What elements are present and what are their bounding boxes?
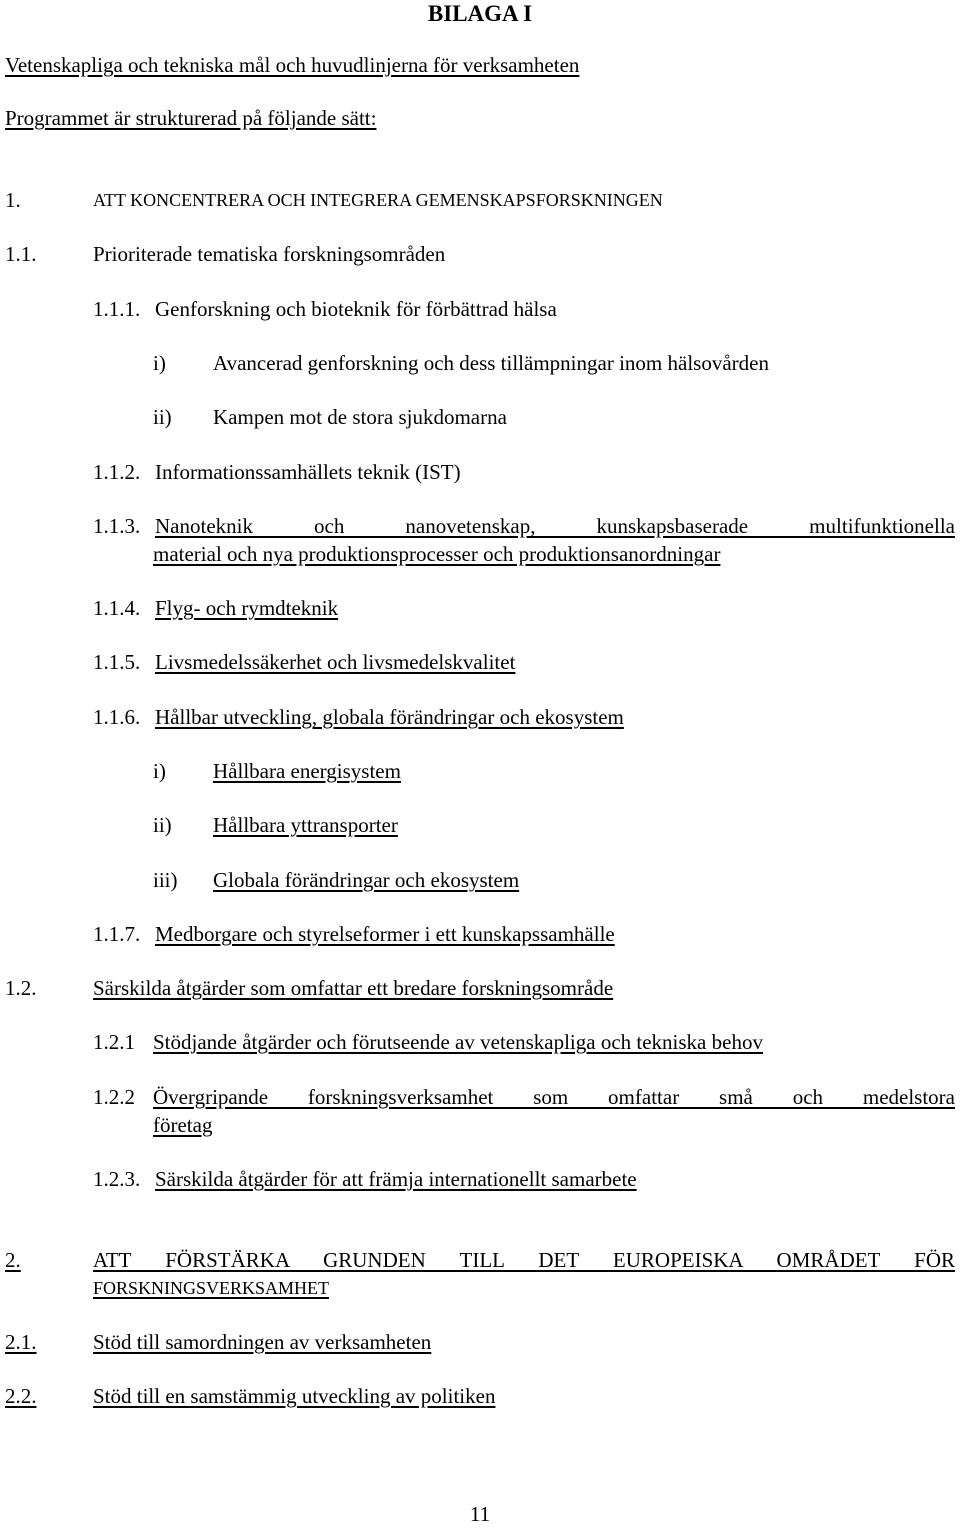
- section-1-1-1-number: 1.1.1.: [93, 297, 141, 321]
- section-1-1-1-title: Genforskning och bioteknik för förbättrad hälsa: [155, 297, 557, 321]
- section-1-1-3-title-line-1: Nanoteknik och nanovetenskap, kunskapsbaserade multifunktionella: [155, 514, 955, 538]
- section-1-1-title: Prioriterade tematiska forskningsområden: [93, 242, 446, 266]
- section-1-1-6-title: Hållbar utveckling, globala förändringar och ekosystem: [155, 705, 624, 729]
- list-item-number: i): [153, 759, 166, 783]
- section-1-1-5-number: 1.1.5.: [93, 650, 141, 674]
- section-1-1-number: 1.1.: [5, 242, 37, 266]
- section-1-2-2-number: 1.2.2: [93, 1085, 135, 1109]
- page-number: 11: [469, 1502, 491, 1526]
- section-1-title: ATT KONCENTRERA OCH INTEGRERA GEMENSKAPSFORSKNINGEN: [93, 190, 663, 210]
- section-1-2-1-number: 1.2.1: [93, 1030, 135, 1054]
- list-item-number: iii): [153, 868, 178, 892]
- section-1-1-7-number: 1.1.7.: [93, 922, 141, 946]
- section-2-title-line-2: FORSKNINGSVERKSAMHET: [93, 1278, 330, 1298]
- section-1-1-5-title: Livsmedelssäkerhet och livsmedelskvalitet: [155, 650, 516, 674]
- section-2-2-title: Stöd till en samstämmig utveckling av politiken: [93, 1384, 496, 1408]
- section-1-2-title: Särskilda åtgärder som omfattar ett bredare forskningsområde: [93, 976, 614, 1000]
- section-1-1-2-title: Informationssamhällets teknik (IST): [155, 460, 461, 484]
- section-1-2-3-number: 1.2.3.: [93, 1167, 141, 1191]
- section-2-title-line-1: ATT FÖRSTÄRKA GRUNDEN TILL DET EUROPEISKA OMRÅDET FÖR: [93, 1248, 955, 1272]
- section-1-2-2-title-line-2: företag: [153, 1113, 213, 1137]
- section-1-2-number: 1.2.: [5, 976, 37, 1000]
- list-item-number: ii): [153, 813, 172, 837]
- section-2-1-title: Stöd till samordningen av verksamheten: [93, 1330, 432, 1354]
- section-1-number: 1.: [5, 188, 21, 212]
- list-item-number: ii): [153, 405, 172, 429]
- list-item-number: i): [153, 351, 166, 375]
- page-title: BILAGA I: [427, 1, 533, 26]
- section-1-2-2-title-line-1: Övergripande forskningsverksamhet som omfattar små och medelstora: [153, 1085, 955, 1109]
- section-1-1-4-title: Flyg- och rymdteknik: [155, 596, 339, 620]
- section-2-number: 2.: [5, 1248, 21, 1272]
- section-2-1-number: 2.1.: [5, 1330, 37, 1354]
- section-1-1-2-number: 1.1.2.: [93, 460, 141, 484]
- section-1-2-1-title: Stödjande åtgärder och förutseende av vetenskapliga och tekniska behov: [153, 1030, 763, 1054]
- list-item-text: Hållbara energisystem: [213, 759, 401, 783]
- section-1-2-3-title: Särskilda åtgärder för att främja internationellt samarbete: [155, 1167, 637, 1191]
- list-item-text: Globala förändringar och ekosystem: [213, 868, 520, 892]
- section-1-1-4-number: 1.1.4.: [93, 596, 141, 620]
- section-1-1-7-title: Medborgare och styrelseformer i ett kunskapssamhälle: [155, 922, 615, 946]
- document-heading: Vetenskapliga och tekniska mål och huvudlinjerna för verksamheten: [5, 53, 580, 77]
- section-1-1-6-number: 1.1.6.: [93, 705, 141, 729]
- section-2-2-number: 2.2.: [5, 1384, 37, 1408]
- section-1-1-3-number: 1.1.3.: [93, 514, 141, 538]
- list-item-text: Hållbara yttransporter: [213, 813, 398, 837]
- list-item-text: Avancerad genforskning och dess tillämpningar inom hälsovården: [213, 351, 769, 375]
- list-item-text: Kampen mot de stora sjukdomarna: [213, 405, 507, 429]
- intro-line: Programmet är strukturerad på följande sätt:: [5, 106, 377, 130]
- section-1-1-3-title-line-2: material och nya produktionsprocesser och produktionsanordningar: [153, 542, 721, 566]
